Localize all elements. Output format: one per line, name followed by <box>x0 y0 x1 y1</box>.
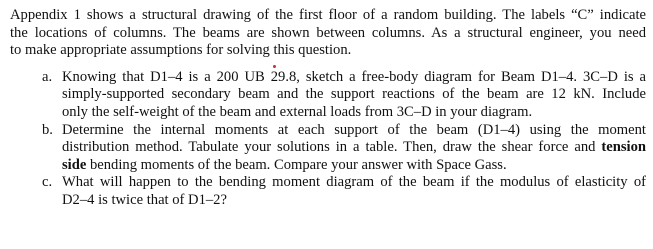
question-line: What will happen to the bending moment diagram of the beam if the modulus of elasticity of <box>62 174 646 191</box>
document-body <box>10 7 646 210</box>
question-line: Determine the internal moments at each support of the beam (D1–4) using the moment <box>62 121 646 138</box>
question-item-c <box>10 174 646 209</box>
question-line: only the self-weight of the beam and external loads from 3C–D in your diagram. <box>62 103 533 120</box>
question-marker: c. <box>42 174 53 191</box>
question-line: Knowing that D1–4 is a 200 UB 2 9.8, sketch a free-body diagram for Beam D1–4. 3C–D is a <box>62 69 646 87</box>
question-item-a <box>10 69 646 122</box>
question-text <box>62 69 646 122</box>
text-caret: 2 <box>271 69 278 87</box>
question-line: simply-supported secondary beam and the support reactions of the beam are 12 kN. Include <box>62 86 646 103</box>
intro-line: to make appropriate assumptions for solving this question. <box>10 42 352 59</box>
question-line: distribution method. Tabulate your solutions in a table. Then, draw the shear force and tension <box>62 139 646 156</box>
bold-term: side <box>62 156 87 173</box>
question-marker: b. <box>42 121 53 138</box>
question-marker: a. <box>42 68 53 85</box>
question-text <box>62 174 646 209</box>
question-list <box>10 69 646 210</box>
intro-line: Appendix 1 shows a structural drawing of the first floor of a random building. The labels “C” indicate <box>10 7 646 23</box>
question-item-b <box>10 122 646 175</box>
question-line: D2–4 is twice that of D1–2? <box>62 191 227 208</box>
intro-line: the locations of columns. The beams are shown between columns. As a structural engineer, you need <box>10 24 646 41</box>
question-text <box>62 122 646 175</box>
question-line: side bending moments of the beam. Compare your answer with Space Gass. <box>62 156 507 173</box>
intro-paragraph <box>10 7 646 60</box>
bold-term: tension <box>601 139 646 156</box>
caret-dot-icon <box>273 65 276 68</box>
